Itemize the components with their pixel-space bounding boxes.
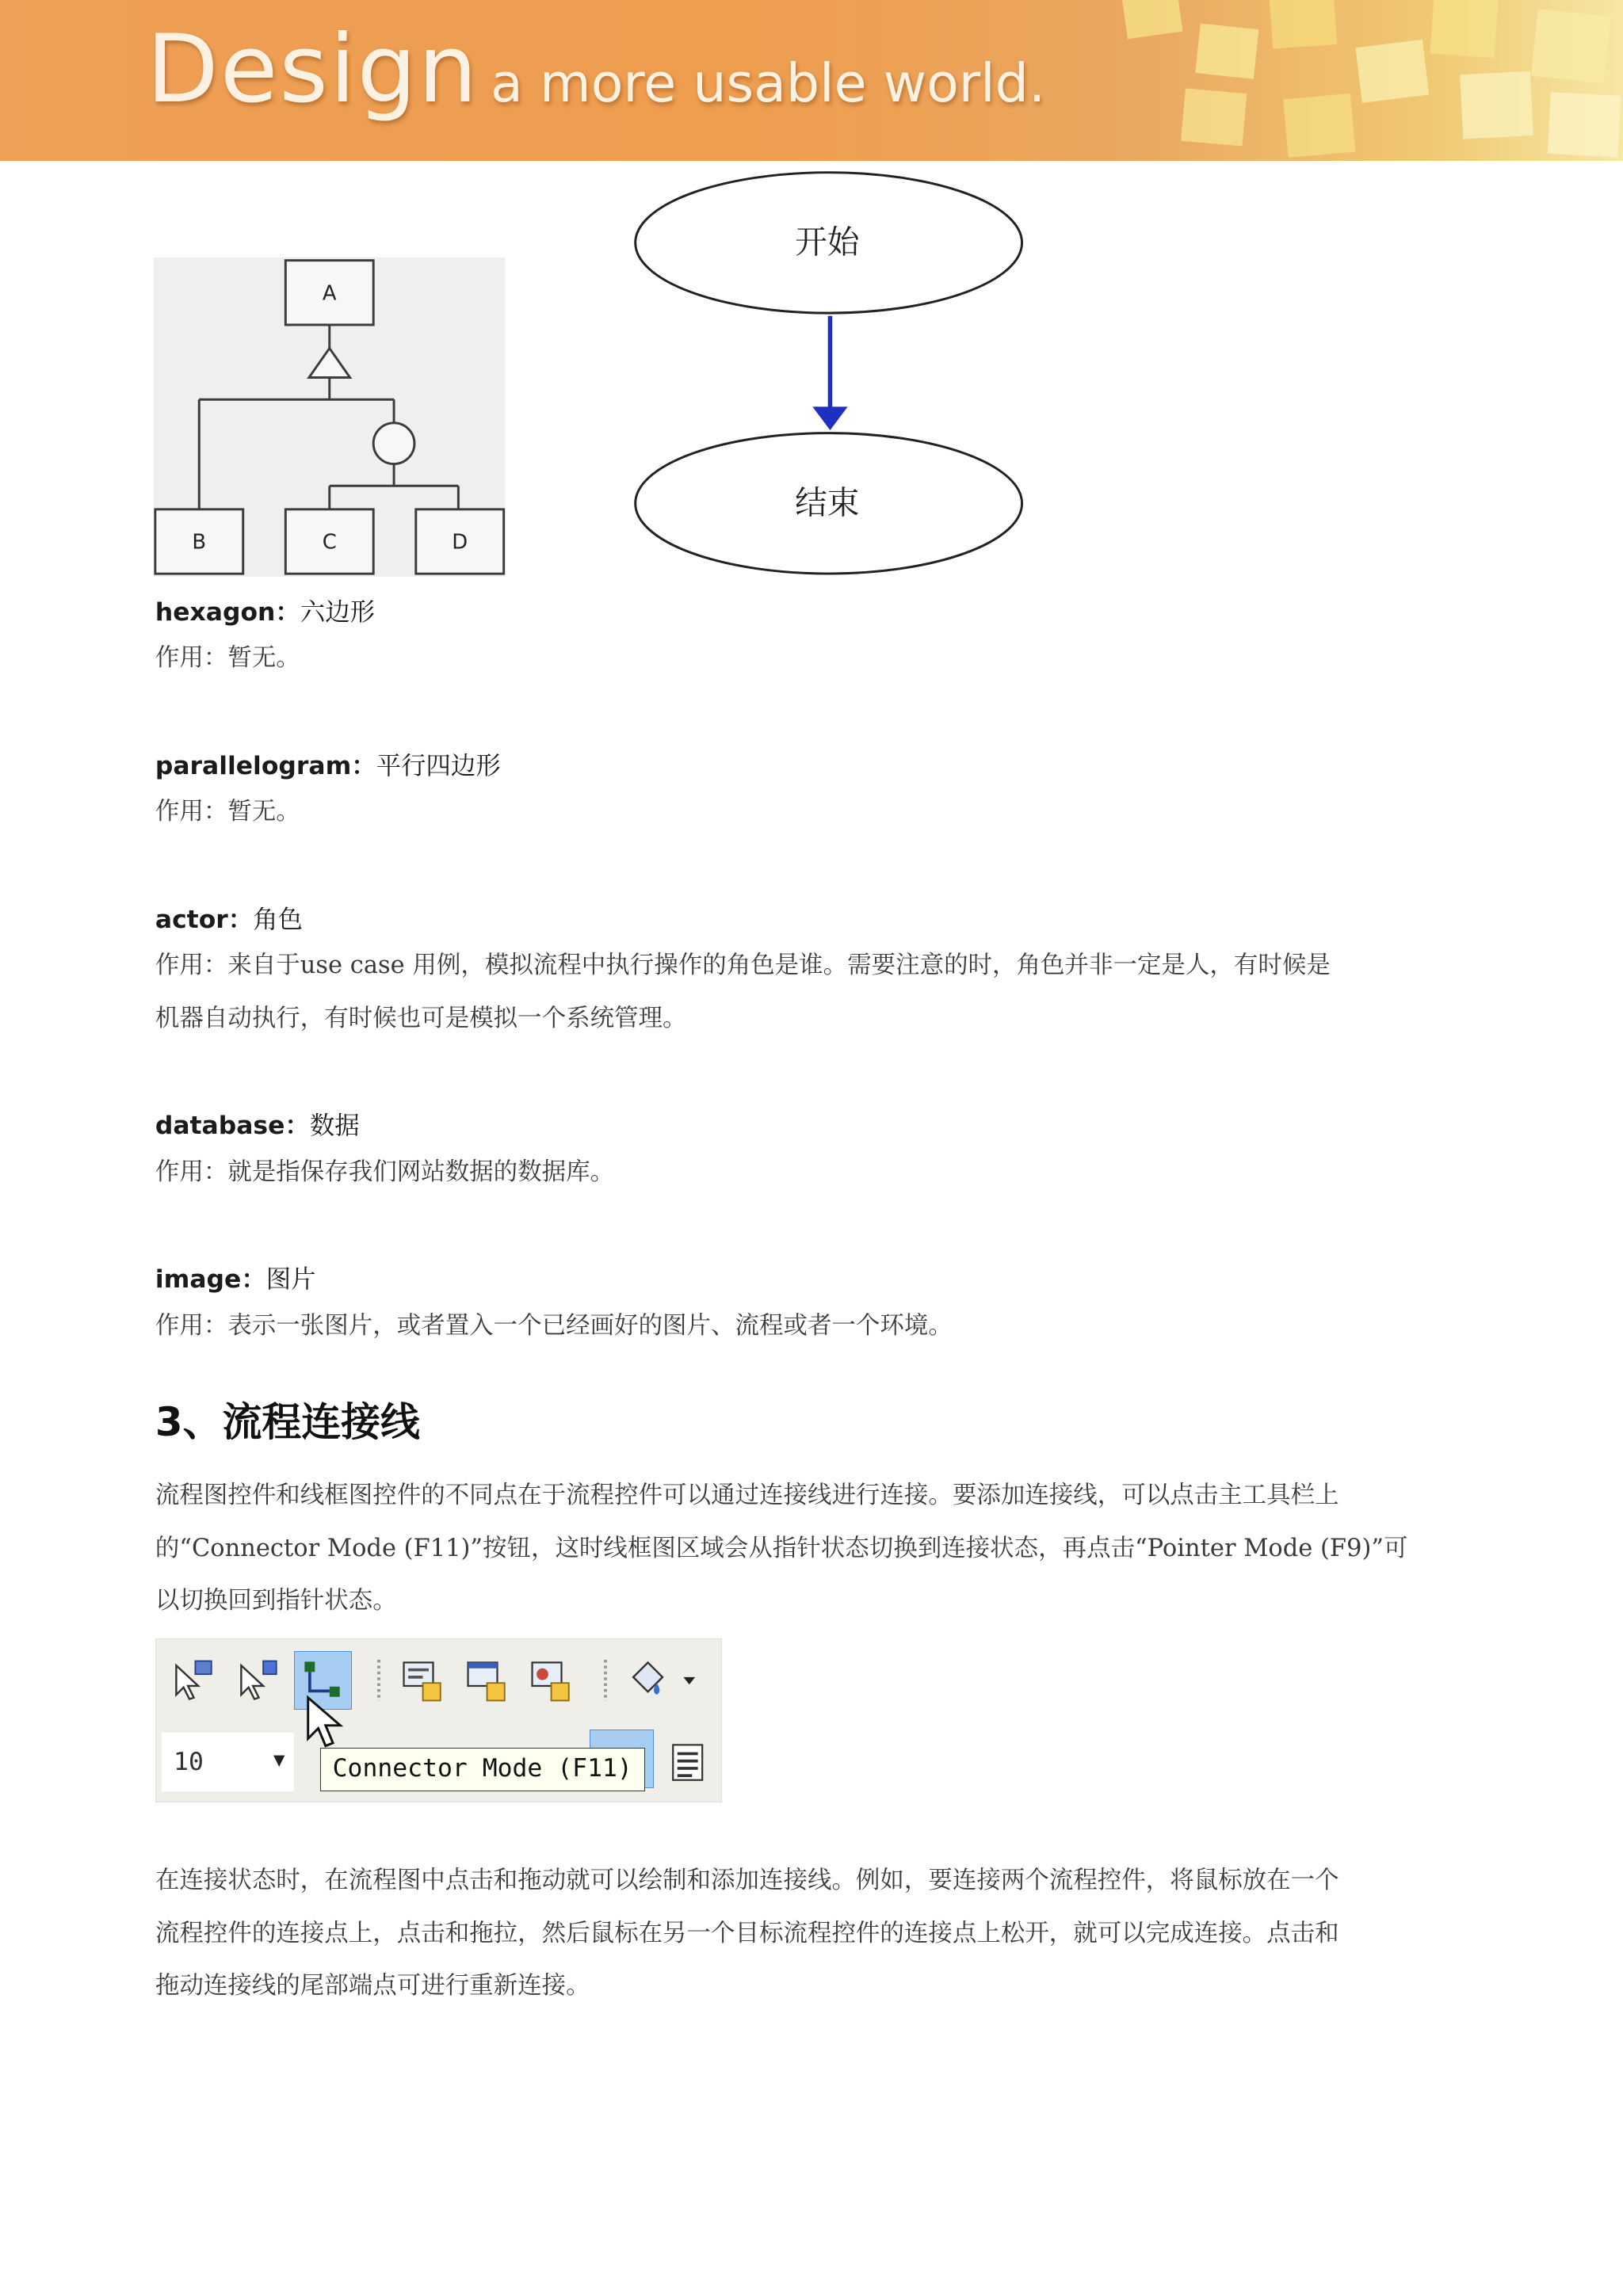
toolbar-row-main (156, 1639, 723, 1721)
term-image: image：图片 (155, 1265, 316, 1295)
section-para1-line-1: 流程图控件和线框图控件的不同点在于流程控件可以通过连接线进行连接。要添加连接线，可以点击主工具栏上 (155, 1482, 1339, 1510)
desc-actor-line-1: 作用：来自于use case 用例，模拟流程中执行操作的角色是谁。需要注意的时，角色并非一定是人，有时候是 (155, 952, 1331, 980)
inheritance-diagram (154, 257, 506, 577)
desc-parallelogram: 作用：暂无。 (155, 798, 300, 826)
box-label-a: A (322, 281, 337, 306)
section-para1-line-3: 以切换回到指针状态。 (155, 1587, 397, 1615)
text-align-icon[interactable] (666, 1739, 712, 1786)
section-heading: 3、流程连接线 (155, 1398, 420, 1445)
toolbar-separator (377, 1660, 380, 1701)
desc-actor-line-2: 机器自动执行，有时候也可是模拟一个系统管理。 (155, 1004, 687, 1032)
font-size-value: 10 (174, 1747, 204, 1776)
term-parallelogram: parallelogram：平行四边形 (155, 751, 501, 780)
flow-diagram (632, 170, 1028, 579)
mouse-cursor-icon (305, 1695, 349, 1753)
term-hexagon: hexagon：六边形 (155, 597, 376, 627)
section-para2-line-1: 在连接状态时，在流程图中点击和拖动就可以绘制和添加连接线。例如，要连接两个流程控件，将鼠标放在一个 (155, 1867, 1339, 1895)
paint-bucket-icon[interactable] (624, 1657, 671, 1703)
desc-database: 作用：就是指保存我们网站数据的数据库。 (155, 1158, 615, 1186)
term-actor: actor：角色 (155, 905, 303, 934)
header-banner (0, 0, 1623, 161)
tooltip: Connector Mode (F11) (320, 1748, 645, 1791)
desc-image: 作用：表示一张图片，或者置入一个已经画好的图片、流程或者一个环境。 (155, 1312, 953, 1341)
banner-tagline: a more usable world. (491, 52, 1045, 115)
sticky-notes-decoration (1095, 0, 1622, 161)
desc-hexagon: 作用：暂无。 (155, 644, 300, 673)
section-para2-line-3: 拖动连接线的尾部端点可进行重新连接。 (155, 1972, 590, 2000)
box-label-d: D (452, 530, 468, 555)
chevron-down-icon[interactable] (678, 1657, 701, 1703)
banner-title: Design (146, 14, 479, 124)
term-database: database：数据 (155, 1112, 360, 1141)
flow-start-label: 开始 (795, 223, 860, 261)
flow-end-label: 结束 (795, 483, 860, 522)
banner-brand (147, 14, 1045, 124)
section-para2-line-2: 流程控件的连接点上，点击和拖拉，然后鼠标在另一个目标流程控件的连接点上松开，就可以完成连接。点击和 (155, 1919, 1339, 1947)
insert-flow-icon[interactable] (528, 1657, 575, 1703)
section-para1-line-2: 的“Connector Mode (F11)”按钮，这时线框图区域会从指针状态切换到连接状态，再点击“Pointer Mode (F9)”可 (155, 1534, 1408, 1562)
toolbar-separator (604, 1660, 607, 1701)
box-label-b: B (192, 530, 207, 555)
box-label-c: C (322, 530, 337, 555)
chevron-down-icon: ▼ (273, 1749, 285, 1772)
insert-sitemap-icon[interactable] (399, 1657, 446, 1703)
insert-widget-icon[interactable] (464, 1657, 510, 1703)
pointer-mode-icon[interactable] (170, 1657, 217, 1703)
toolbar-screenshot (155, 1638, 722, 1802)
select-mode-icon[interactable] (235, 1657, 282, 1703)
font-size-select[interactable] (162, 1733, 293, 1791)
